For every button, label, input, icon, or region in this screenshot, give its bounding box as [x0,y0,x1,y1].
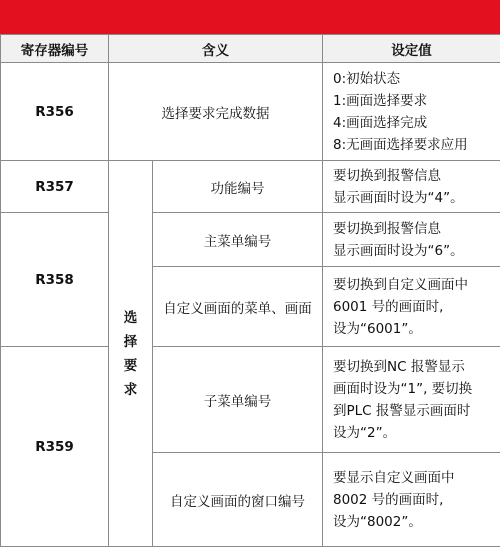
value-line: 画面时设为“1”, 要切换 [333,380,473,397]
register-cell: R357 [1,161,109,213]
header-value: 设定值 [323,35,500,63]
table-row [1,161,500,213]
value-line: 显示画面时设为“6”。 [333,242,464,259]
value-line: 要切换到NC 报警显示 [333,358,465,375]
group-label-cell [109,161,153,547]
meaning-cell: 功能编号 [153,161,323,213]
value-line: 0:初始状态 [333,70,401,87]
register-cell: R356 [1,63,109,161]
meaning-cell: 自定义画面的菜单、画面 [153,267,323,347]
value-line: 要显示自定义画面中 [333,469,455,486]
value-line: 要切换到报警信息 [333,167,441,184]
value-line: 8002 号的画面时, [333,491,444,508]
meaning-cell: 自定义画面的窗口编号 [153,453,323,547]
register-table [0,34,500,547]
value-line: 要切换到自定义画面中 [333,276,468,293]
value-cell [323,63,500,161]
value-line: 显示画面时设为“4”。 [333,189,464,206]
value-line: 8:无画面选择要求应用 [333,136,468,153]
header-meaning: 含义 [109,35,323,63]
table-row [1,213,500,267]
meaning-cell: 选择要求完成数据 [109,63,323,161]
table-row [1,347,500,453]
value-line: 4:画面选择完成 [333,114,428,131]
table-row [1,63,500,161]
register-cell: R359 [1,347,109,547]
value-line: 要切换到报警信息 [333,220,441,237]
value-cell [323,161,500,213]
value-cell [323,453,500,547]
value-cell [323,347,500,453]
value-cell [323,267,500,347]
value-line: 1:画面选择要求 [333,92,428,109]
value-line: 到PLC 报警显示画面时 [333,402,471,419]
value-cell [323,213,500,267]
red-header-bar [0,0,500,34]
table-header-row [1,35,500,63]
meaning-cell: 子菜单编号 [153,347,323,453]
value-line: 设为“2”。 [333,424,397,441]
value-line: 6001 号的画面时, [333,298,444,315]
group-label: 选择要求 [123,309,138,398]
value-line: 设为“8002”。 [333,513,422,530]
meaning-cell: 主菜单编号 [153,213,323,267]
header-register: 寄存器编号 [1,35,109,63]
register-cell: R358 [1,213,109,347]
value-line: 设为“6001”。 [333,320,422,337]
